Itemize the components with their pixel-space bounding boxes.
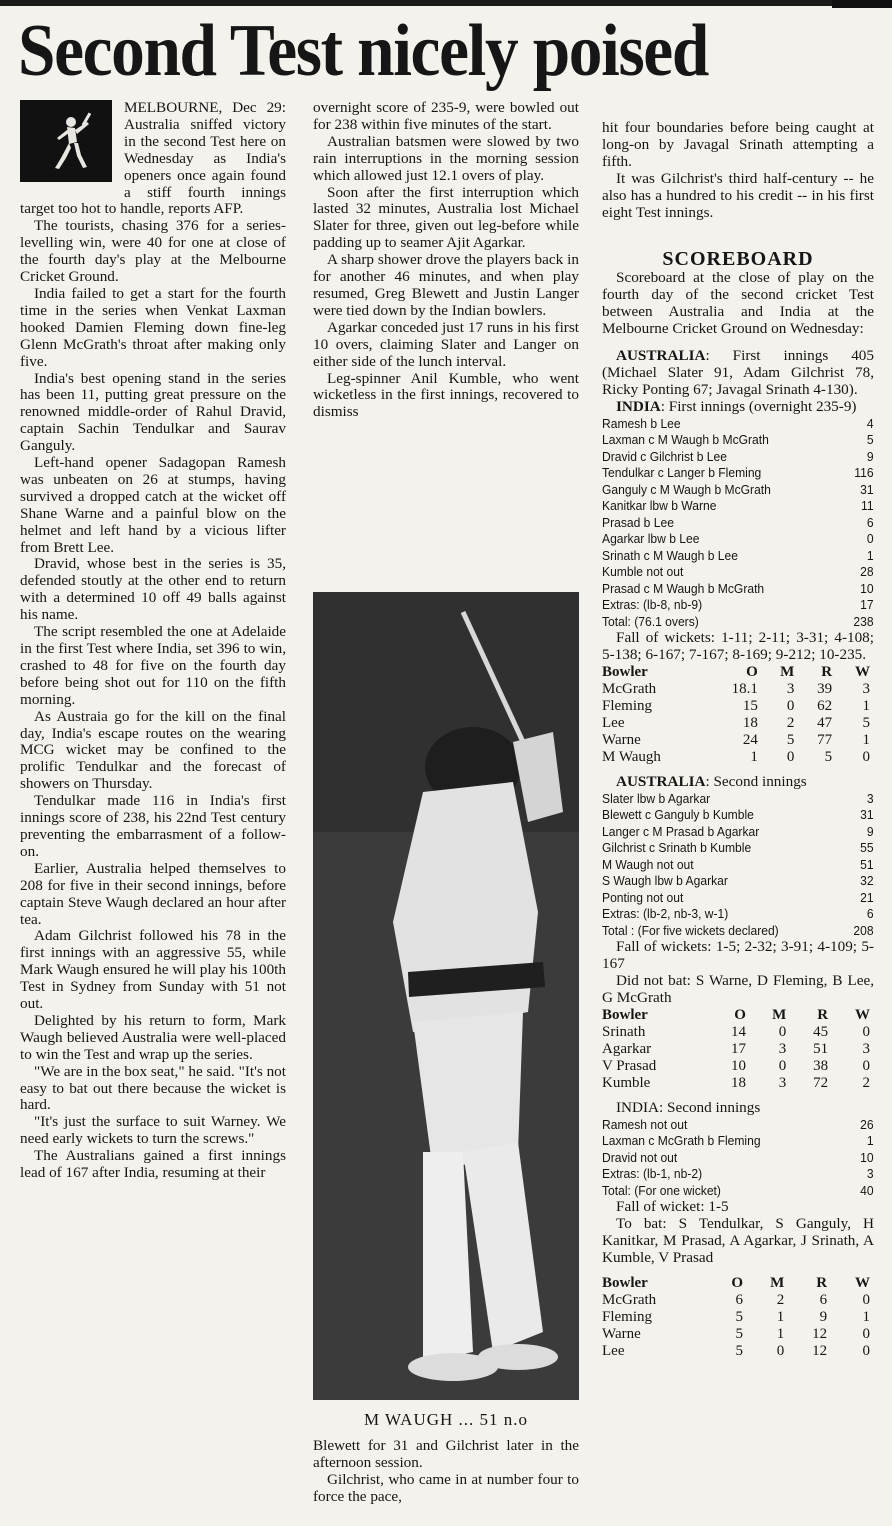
bowling-cell: 3 [862,1040,870,1057]
bowling-cell: 0 [776,1342,785,1359]
bowling-cell: 2 [776,1291,785,1308]
batsman-dismissal: Kanitkar lbw b Warne [602,499,717,514]
article-paragraph: Soon after the first interruption which lasted 32 minutes, Australia lost Michael Slater for three, given out leg-before while padding up to seamer Ajit Agarkar. [313,183,579,252]
team-name: INDIA [616,397,661,415]
batting-row [602,498,874,515]
bowling-row [602,1024,874,1041]
cricket-batsman-logo-icon [20,100,112,182]
bowling-cell: Agarkar [602,1040,652,1057]
bowling-cell: 3 [778,1074,787,1091]
article-paragraph: As Austraia go for the kill on the final day, India's escape routes on the wearing MCG wicket may be confined to the prolific Tendulkar and the forecast of showers on Thursday. [20,707,286,793]
batsman-dismissal: M Waugh not out [602,857,694,872]
article-paragraph: overnight score of 235-9, were bowled out for 238 within five minutes of the start. [313,99,579,133]
bowling-cell: 0 [862,1023,870,1040]
batting-row [602,824,874,841]
bowling-header-cell: M [780,663,795,680]
batsman-runs: 238 [853,614,874,629]
bowling-cell: 0 [778,1023,787,1040]
bowling-cell: V Prasad [602,1057,657,1074]
bowling-header-row [602,1275,874,1292]
bowling-cell: Warne [602,731,641,748]
bowling-cell: 15 [742,697,758,714]
bowling-cell: 1 [750,748,758,765]
article-paragraph: Adam Gilchrist followed his 78 in the first innings with an aggressive 55, while Mark Waugh ensured he will play his 100th Test in Sydney from Sunday with 51 not out. [20,927,286,1013]
batting-row [602,548,874,565]
innings-summary: : Second innings [705,772,807,790]
batting-row [602,923,874,940]
article-paragraph: Left-hand opener Sadagopan Ramesh was unbeaten on 26 at stumps, having survived a dropped catch at the wicket off Shane Warne and a painful blow on the helmet and left hand by a vicious lifter from Brett Lee. [20,454,286,556]
batsman-dismissal: Agarkar lbw b Lee [602,532,700,547]
fall-of-wickets: Fall of wickets: 1-5; 2-32; 3-91; 4-109; 5-167 [602,938,874,973]
bowling-row [602,1041,874,1058]
batsman-dismissal: Tendulkar c Langer b Fleming [602,466,762,481]
batsman-runs: 55 [860,841,874,856]
batsman-dismissal: Laxman c McGrath b Fleming [602,1134,761,1149]
bowling-cell: Kumble [602,1074,651,1091]
article-paragraph: Blewett for 31 and Gilchrist later in the afternoon session. [313,1437,579,1471]
bowling-cell: 0 [862,748,870,765]
bowling-row [602,732,874,749]
bowling-row [602,715,874,732]
batsman-dismissal: Dravid not out [602,1150,678,1165]
article-column-2 [313,100,579,421]
bowling-cell: 2 [786,714,795,731]
batsman-runs: 9 [866,824,874,839]
batting-row [602,1117,874,1134]
bowling-header-cell: Bowler [602,1274,648,1291]
article-paragraph: hit four boundaries before being caught at long-on by Javagal Srinath attempting a fifth. [602,119,874,170]
scoreboard-intro: Scoreboard at the close of play on the fourth day of the second cricket Test between Australia and India at the Melbourne Cricket Ground on Wednesday: [602,269,874,338]
batsman-runs: 21 [860,890,874,905]
batting-row [602,482,874,499]
bowling-cell: 5 [786,731,795,748]
batsman-runs: 10 [860,1150,874,1165]
india-first-innings-heading [602,399,874,416]
bowling-header-row [602,1007,874,1024]
bowling-cell: 0 [786,697,795,714]
fall-of-wickets: Fall of wicket: 1-5 [616,1198,729,1216]
batsman-dismissal: Slater lbw b Agarkar [602,791,711,806]
batsman-dismissal: Kumble not out [602,565,684,580]
article-paragraph: Australian batsmen were slowed by two rain interruptions in the morning session which allowed just 12.1 overs of play. [313,132,579,184]
article-column-3 [602,120,874,1360]
article-paragraph: Earlier, Australia helped themselves to 208 for five in their second innings, before captain Steve Waugh declared an hour after tea. [20,859,286,928]
batting-row [602,432,874,449]
batsman-runs: 1 [866,548,874,563]
article-paragraph: The Australians gained a first innings lead of 167 after India, resuming at their [20,1147,286,1182]
bowling-cell: 18 [730,1074,746,1091]
article-paragraph: Delighted by his return to form, Mark Waugh believed Australia were well-placed to win the Test and wrap up the series. [20,1011,286,1063]
batting-row [602,1133,874,1150]
bowling-cell: Lee [602,714,625,731]
dateline: MELBOURNE, Dec 29: [124,99,286,116]
article-paragraph: Agarkar conceded just 17 runs in his first 10 overs, claiming Slater and Langer on either side of the lunch interval. [313,318,579,370]
bowling-cell: 0 [862,1057,870,1074]
bowling-cell: 39 [817,680,833,697]
india-second-innings-heading: INDIA: Second innings [616,1098,761,1116]
bowling-cell: 3 [862,680,870,697]
bowling-cell: 9 [819,1308,828,1325]
australia-second-innings-bowling [602,1007,874,1092]
bowling-cell: 5 [824,748,833,765]
batting-row [602,857,874,874]
bowling-cell: 47 [817,714,833,731]
bowling-row [602,681,874,698]
bowling-cell: 6 [819,1291,828,1308]
innings-summary: : First innings 405 (Michael Slater 91, Adam Gilchrist 78, Ricky Ponting 67; Javagal Srinath 4-130). [602,346,874,398]
batting-row [602,1166,874,1183]
bowling-header-cell: R [817,1006,829,1023]
bowling-header-cell: O [746,663,758,680]
batsman-runs: 3 [866,1167,874,1182]
innings-summary: : First innings (overnight 235-9) [660,397,857,415]
bowling-cell: 5 [735,1308,743,1325]
bowling-cell: 6 [735,1291,743,1308]
batsman-runs: 1 [866,1134,874,1149]
bowling-header-cell: R [816,1274,828,1291]
article-paragraph: The tourists, chasing 376 for a series-levelling win, were 40 for one at close of the fourth day's play at the Melbourne Cricket Ground. [20,217,286,286]
bowling-header-row [602,664,874,681]
bowling-cell: 12 [812,1325,828,1342]
batting-row [602,1150,874,1167]
bowling-header-cell: Bowler [602,1006,648,1023]
bowling-cell: Lee [602,1342,625,1359]
batsman-dismissal: Prasad b Lee [602,515,674,530]
batting-row [602,614,874,631]
bowling-header-cell: W [855,1006,870,1023]
bowling-header-cell: O [734,1006,746,1023]
bowling-header-cell: W [855,663,870,680]
batsman-dismissal: Ramesh b Lee [602,416,681,431]
bowling-cell: 0 [862,1291,870,1308]
batsman-dismissal: Total: (76.1 overs) [602,614,699,629]
batsman-photo [313,592,579,1400]
batsman-dismissal: Extras: (lb-8, nb-9) [602,598,703,613]
batting-row [602,465,874,482]
headline: Second Test nicely poised [18,10,708,92]
batsman-runs: 6 [866,515,874,530]
did-not-bat: Did not bat: S Warne, D Fleming, B Lee, G McGrath [602,972,874,1007]
bowling-cell: 0 [862,1342,870,1359]
article-paragraph: India's best opening stand in the series has been 11, putting great pressure on the renowned middle-order of Rahul Dravid, captain Sachin Tendulkar and Saurav Ganguly. [20,369,286,455]
batsman-dismissal: Total : (For five wickets declared) [602,923,779,938]
bowling-cell: 5 [862,714,870,731]
australia-second-innings-heading [602,774,874,791]
batting-row [602,873,874,890]
article-paragraph: A sharp shower drove the players back in for another 46 minutes, and when play resumed, Greg Blewett and Justin Langer were tied down by the Indian bowlers. [313,251,579,319]
bowling-cell: 1 [862,1308,870,1325]
batsman-dismissal: Srinath c M Waugh b Lee [602,548,738,563]
batsman-runs: 3 [866,791,874,806]
article-column-1 [20,100,286,1182]
bowling-header-cell: M [770,1274,785,1291]
article-paragraph: Gilchrist, who came in at number four to force the pace, [313,1470,579,1505]
india-second-innings-bowling [602,1275,874,1360]
batsman-photo-illustration [313,592,579,1400]
article-paragraph: India failed to get a start for the fourth time in the series when Venkat Laxman hooked Damien Fleming down fine-leg Glenn McGrath's throat after making only five. [20,284,286,370]
batting-row [602,416,874,433]
bowling-header-cell: W [855,1274,870,1291]
bowling-cell: 10 [730,1057,746,1074]
bowling-cell: 17 [730,1040,746,1057]
bowling-cell: McGrath [602,680,657,697]
bowling-header-cell: R [821,663,833,680]
article-column-2-continued [313,1438,579,1506]
bowling-cell: 62 [817,697,833,714]
article-paragraph: Leg-spinner Anil Kumble, who went wicketless in the first innings, recovered to dismiss [313,369,579,421]
bowling-cell: 77 [817,731,833,748]
article-paragraph: The script resembled the one at Adelaide in the first Test where India, set 396 to win, crashed to 48 for five on the fourth day before being shot out for 110 on the fifth morning. [20,623,286,708]
batsman-dismissal: Extras: (lb-1, nb-2) [602,1167,703,1182]
batsman-runs: 6 [866,907,874,922]
bowling-cell: 51 [813,1040,829,1057]
batting-row [602,840,874,857]
bowling-cell: 72 [813,1074,829,1091]
australia-first-innings [602,348,874,399]
batting-row [602,807,874,824]
batting-row [602,597,874,614]
bowling-cell: 18.1 [731,680,758,697]
batsman-dismissal: Ganguly c M Waugh b McGrath [602,482,771,497]
article-paragraph: "We are in the box seat," he said. "It's not easy to bat out there because the wicket is hard. [20,1062,286,1114]
india-second-innings-batting [602,1117,874,1200]
bowling-row [602,1326,874,1343]
batsman-dismissal: Prasad c M Waugh b McGrath [602,581,765,596]
batting-row [602,531,874,548]
bowling-cell: 3 [786,680,795,697]
article-paragraph: Dravid, whose best in the series is 35, defended stoutly at the other end to return with a determined 10 off 49 balls against his name. [20,555,286,624]
bowling-header-cell: M [772,1006,787,1023]
bowling-cell: 5 [735,1325,743,1342]
batsman-silhouette-icon [31,108,101,174]
batsman-dismissal: S Waugh lbw b Agarkar [602,874,728,889]
bowling-cell: Srinath [602,1023,646,1040]
bowling-row [602,1343,874,1360]
team-name: AUSTRALIA [616,346,706,364]
bowling-cell: 5 [735,1342,743,1359]
bowling-cell: 18 [742,714,758,731]
batsman-runs: 5 [866,433,874,448]
bowling-row [602,1292,874,1309]
india-first-innings-bowling [602,664,874,766]
bowling-cell: Warne [602,1325,641,1342]
batsman-runs: 26 [860,1117,874,1132]
batsman-dismissal: Extras: (lb-2, nb-3, w-1) [602,907,729,922]
batsman-dismissal: Total: (For one wicket) [602,1183,721,1198]
batsman-dismissal: Langer c M Prasad b Agarkar [602,824,760,839]
batsman-runs: 32 [860,874,874,889]
scoreboard-title: SCOREBOARD [662,248,814,271]
batsman-runs: 10 [860,581,874,596]
batsman-runs: 31 [860,482,874,497]
article-paragraph: It was Gilchrist's third half-century -- he also has a hundred to his credit -- in his first eight Test innings. [602,169,874,221]
batting-row [602,890,874,907]
bowling-cell: 2 [862,1074,870,1091]
bowling-row [602,1309,874,1326]
australia-second-innings-batting [602,791,874,940]
bowling-header-cell: O [731,1274,743,1291]
bowling-cell: 0 [778,1057,787,1074]
batting-row [602,515,874,532]
bowling-cell: 38 [813,1057,829,1074]
batsman-runs: 51 [860,857,874,872]
batsman-runs: 31 [860,808,874,823]
batsman-runs: 0 [866,532,874,547]
batsman-dismissal: Ponting not out [602,890,684,905]
batsman-dismissal: Laxman c M Waugh b McGrath [602,433,769,448]
bowling-cell: 1 [776,1325,785,1342]
batsman-dismissal: Dravid c Gilchrist b Lee [602,449,727,464]
article-lead-text: Australia sniffed victory in the second Test here on Wednesday as India's openers once again found a stiff fourth innings target too hot to handle, reports AFP. [20,115,286,218]
batsman-dismissal: Ramesh not out [602,1117,688,1132]
bowling-cell: 24 [742,731,758,748]
photo-caption: M WAUGH ... 51 n.o [363,1410,529,1429]
bowling-cell: M Waugh [602,748,661,765]
bowling-row [602,1058,874,1075]
bowling-cell: McGrath [602,1291,657,1308]
batsman-dismissal: Blewett c Ganguly b Kumble [602,808,754,823]
bowling-header-cell: Bowler [602,663,648,680]
bowling-row [602,1075,874,1092]
batsman-runs: 208 [853,923,874,938]
bowling-row [602,698,874,715]
batsman-runs: 40 [860,1183,874,1198]
batsman-runs: 9 [866,449,874,464]
batting-row [602,791,874,808]
bowling-cell: Fleming [602,1308,653,1325]
batsman-dismissal: Gilchrist c Srinath b Kumble [602,841,752,856]
bowling-cell: 45 [813,1023,829,1040]
batting-row [602,581,874,598]
batting-row [602,564,874,581]
batsman-runs: 11 [861,499,874,514]
fall-of-wickets: Fall of wickets: 1-11; 2-11; 3-31; 4-108; 5-138; 6-167; 7-167; 8-169; 9-212; 10-235. [602,629,874,663]
bowling-cell: 3 [778,1040,787,1057]
bowling-cell: 0 [786,748,795,765]
article-paragraph: "It's just the surface to suit Warney. We need early wickets to turn the screws." [20,1113,286,1148]
india-first-innings-batting [602,416,874,631]
top-rule-notch [832,0,892,8]
bowling-cell: 14 [730,1023,746,1040]
batting-row [602,1183,874,1200]
bowling-cell: 12 [812,1342,828,1359]
article-paragraph: Tendulkar made 116 in India's first innings score of 238, his 22nd Test century preventing the embarrasment of a follow-on. [20,792,286,860]
batsman-runs: 4 [866,416,874,431]
batsman-runs: 116 [854,466,874,481]
bowling-cell: Fleming [602,697,653,714]
bowling-cell: 1 [776,1308,785,1325]
bowling-cell: 1 [862,697,870,714]
to-bat: To bat: S Tendulkar, S Ganguly, H Kanitkar, M Prasad, A Agarkar, J Srinath, A Kumble, V Prasad [602,1215,874,1267]
batting-row [602,906,874,923]
bowling-row [602,749,874,766]
batsman-runs: 28 [860,565,874,580]
batsman-runs: 17 [860,598,874,613]
bowling-cell: 0 [862,1325,870,1342]
team-name: AUSTRALIA [616,772,706,790]
bowling-cell: 1 [862,731,870,748]
batting-row [602,449,874,466]
